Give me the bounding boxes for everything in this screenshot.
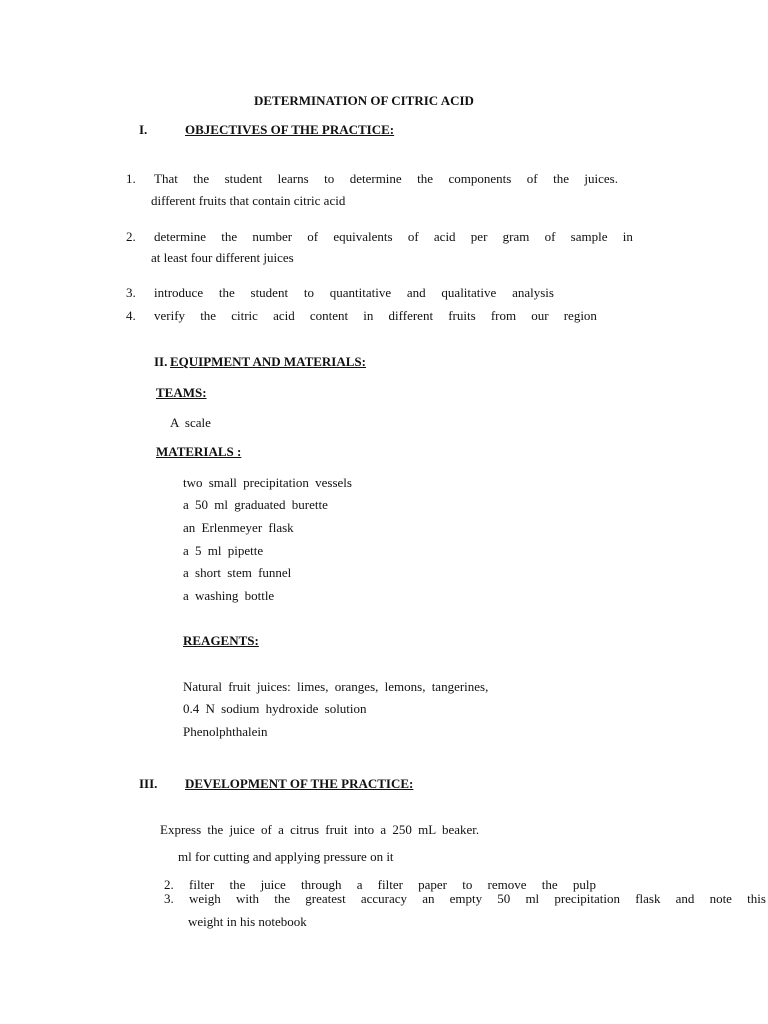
word: greatest bbox=[305, 891, 346, 906]
material-item: a short stem funnel bbox=[183, 565, 292, 580]
word: ml bbox=[525, 891, 540, 906]
section-3-numeral: III. bbox=[139, 776, 158, 791]
material-item: a 50 ml graduated burette bbox=[183, 497, 328, 512]
word: paper bbox=[418, 877, 448, 892]
word: of bbox=[407, 229, 419, 244]
word: fruits bbox=[448, 308, 476, 323]
step-number: 3. bbox=[164, 891, 174, 906]
word: analysis bbox=[512, 285, 554, 300]
word: through bbox=[301, 877, 342, 892]
word: to bbox=[303, 285, 314, 300]
word: sample bbox=[570, 229, 608, 244]
materials-label: MATERIALS : bbox=[156, 444, 242, 459]
objective-1-line-2: different fruits that contain citric acid bbox=[151, 193, 346, 208]
word: qualitative bbox=[441, 285, 497, 300]
step-3-line-1 bbox=[189, 891, 766, 907]
document-title: DETERMINATION OF CITRIC ACID bbox=[254, 93, 474, 108]
step-number: 2. bbox=[164, 877, 174, 892]
material-item: a washing bottle bbox=[183, 588, 275, 603]
word: and bbox=[406, 285, 426, 300]
word: verify bbox=[154, 308, 186, 323]
material-item: an Erlenmeyer flask bbox=[183, 520, 294, 535]
objective-3-line-1 bbox=[154, 285, 554, 301]
word: weigh bbox=[189, 891, 221, 906]
word: juices. bbox=[584, 171, 618, 186]
word: pulp bbox=[572, 877, 596, 892]
reagent-item: Phenolphthalein bbox=[183, 724, 268, 739]
word: the bbox=[553, 171, 569, 186]
word: introduce bbox=[154, 285, 204, 300]
word: different bbox=[388, 308, 434, 323]
word: our bbox=[531, 308, 549, 323]
word: 50 bbox=[497, 891, 511, 906]
word: the bbox=[218, 285, 235, 300]
word: this bbox=[747, 891, 766, 906]
list-item-number: 3. bbox=[126, 285, 136, 300]
reagent-item: Natural fruit juices: limes, oranges, lemons, tangerines, bbox=[183, 679, 489, 694]
word: student bbox=[224, 171, 263, 186]
word: of bbox=[544, 229, 556, 244]
section-1-numeral: I. bbox=[139, 122, 148, 137]
objective-2-line-1 bbox=[154, 229, 633, 245]
teams-item: A scale bbox=[170, 415, 211, 430]
objective-2-line-2: at least four different juices bbox=[151, 250, 294, 265]
word: the bbox=[541, 877, 558, 892]
word: acid bbox=[273, 308, 295, 323]
reagent-item: 0.4 N sodium hydroxide solution bbox=[183, 701, 367, 716]
word: acid bbox=[433, 229, 456, 244]
word: flask bbox=[635, 891, 661, 906]
reagents-label: REAGENTS: bbox=[183, 633, 259, 648]
list-item-number: 4. bbox=[126, 308, 136, 323]
word: the bbox=[221, 229, 238, 244]
word: and bbox=[675, 891, 695, 906]
word: student bbox=[250, 285, 289, 300]
word: the bbox=[229, 877, 246, 892]
word: in bbox=[622, 229, 633, 244]
word: a bbox=[356, 877, 363, 892]
word: empty bbox=[449, 891, 483, 906]
word: learns bbox=[277, 171, 309, 186]
section-1-heading: OBJECTIVES OF THE PRACTICE: bbox=[185, 122, 395, 137]
list-item-number: 1. bbox=[126, 171, 136, 186]
section-3-heading: DEVELOPMENT OF THE PRACTICE: bbox=[185, 776, 414, 791]
list-item-number: 2. bbox=[126, 229, 136, 244]
word: of bbox=[307, 229, 319, 244]
word: filter bbox=[377, 877, 403, 892]
objective-4-line-1 bbox=[154, 308, 597, 324]
word: That bbox=[154, 171, 178, 186]
teams-label: TEAMS: bbox=[156, 385, 207, 400]
word: components bbox=[448, 171, 512, 186]
material-item: two small precipitation vessels bbox=[183, 475, 352, 490]
word: number bbox=[252, 229, 293, 244]
word: juice bbox=[260, 877, 286, 892]
word: quantitative bbox=[329, 285, 392, 300]
word: the bbox=[200, 308, 217, 323]
word: determine bbox=[154, 229, 206, 244]
word: the bbox=[417, 171, 434, 186]
section-2-numeral: II. bbox=[154, 354, 168, 369]
development-intro-2: ml for cutting and applying pressure on it bbox=[178, 849, 394, 864]
word: the bbox=[193, 171, 210, 186]
word: to bbox=[324, 171, 335, 186]
word: determine bbox=[349, 171, 402, 186]
objective-1-line-1 bbox=[154, 171, 618, 187]
word: precipitation bbox=[554, 891, 621, 906]
word: an bbox=[422, 891, 435, 906]
word: of bbox=[526, 171, 538, 186]
word: filter bbox=[189, 877, 215, 892]
word: with bbox=[235, 891, 260, 906]
word: content bbox=[309, 308, 349, 323]
word: the bbox=[274, 891, 291, 906]
section-2-heading: EQUIPMENT AND MATERIALS: bbox=[170, 354, 366, 369]
development-intro: Express the juice of a citrus fruit into a 250 mL beaker. bbox=[160, 822, 480, 837]
word: region bbox=[563, 308, 597, 323]
word: from bbox=[490, 308, 517, 323]
word: note bbox=[709, 891, 732, 906]
word: in bbox=[363, 308, 374, 323]
word: equivalents bbox=[333, 229, 393, 244]
word: gram bbox=[502, 229, 530, 244]
material-item: a 5 ml pipette bbox=[183, 543, 264, 558]
word: accuracy bbox=[360, 891, 408, 906]
step-3-line-2: weight in his notebook bbox=[188, 914, 307, 929]
word: to bbox=[462, 877, 473, 892]
word: citric bbox=[231, 308, 258, 323]
word: remove bbox=[487, 877, 527, 892]
word: per bbox=[470, 229, 488, 244]
